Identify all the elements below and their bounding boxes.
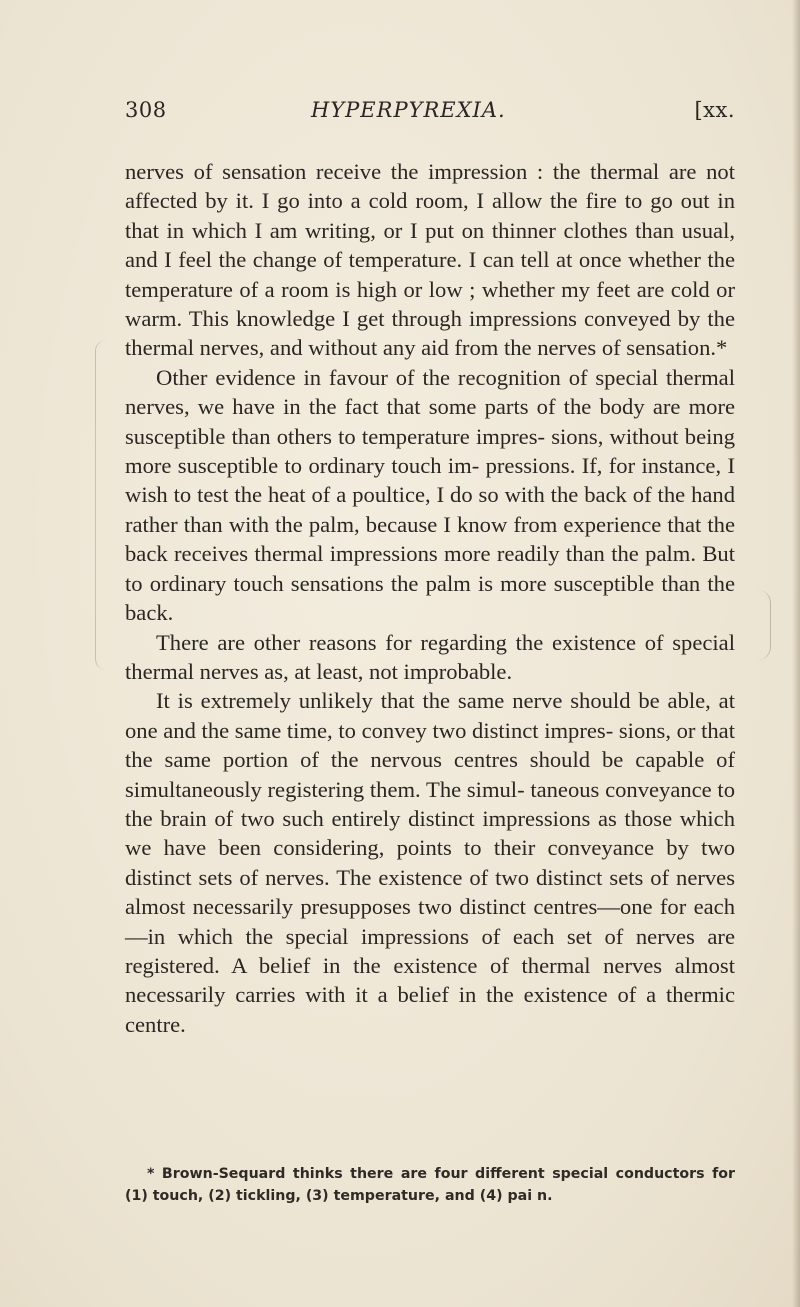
page-number: 308 [125,98,167,122]
margin-pencil-mark [758,590,771,660]
footnote-text: * Brown-Sequard thinks there are four different special conductors for (1) touch, (2) tickling, (3) temperature, and (4) pai n. [125,1166,735,1204]
footnote [125,1163,735,1207]
running-title: HYPERPYREXIA. [311,98,506,122]
running-head [125,98,735,132]
paragraph-2: Other evidence in favour of the recognition of special thermal nerves, we have in the fact that some parts of the body are more susceptible than others to temperature impres- sions, without being more susceptible to ordinary touch im- pressions. If, for instance, I wish to test the heat of a poultice, I do so with the back of the hand rather than with the palm, because I know from experience that the back receives thermal impressions more readily than the palm. But to ordinary touch sensations the palm is more susceptible than the back. [125,364,735,626]
body-text [125,157,735,1039]
page-edge-shadow [792,0,800,1307]
paragraph-3: There are other reasons for regarding the existence of special thermal nerves as, at least, not improbable. [125,629,735,684]
paragraph-1: nerves of sensation receive the impression : the thermal are not affected by it. I go into a cold room, I allow the fire to go out in that in which I am writing, or I put on thinner clothes than usual, and I feel the change of temperature. I can tell at once whether the temperature of a room is high or low ; whether my feet are cold or warm. This knowledge I get through impressions conveyed by the thermal nerves, and without any aid from the nerves of sensation.* [125,159,735,361]
chapter-marker: [xx. [694,98,735,122]
margin-pencil-mark [95,340,106,670]
paragraph-4: It is extremely unlikely that the same nerve should be able, at one and the same time, to convey two distinct impres- sions, or that the same portion of the nervous centres should be capable of simultaneously registering them. The simul- taneous conveyance to the brain of two such entirely distinct impressions as those which we have been considering, points to their conveyance by two distinct sets of nerves. The existence of two distinct sets of nerves almost necessarily presupposes two distinct centres—one for each—in which the special impressions of each set of nerves are registered. A belief in the existence of thermal nerves almost necessarily carries with it a belief in the existence of a thermic centre. [125,688,735,1037]
